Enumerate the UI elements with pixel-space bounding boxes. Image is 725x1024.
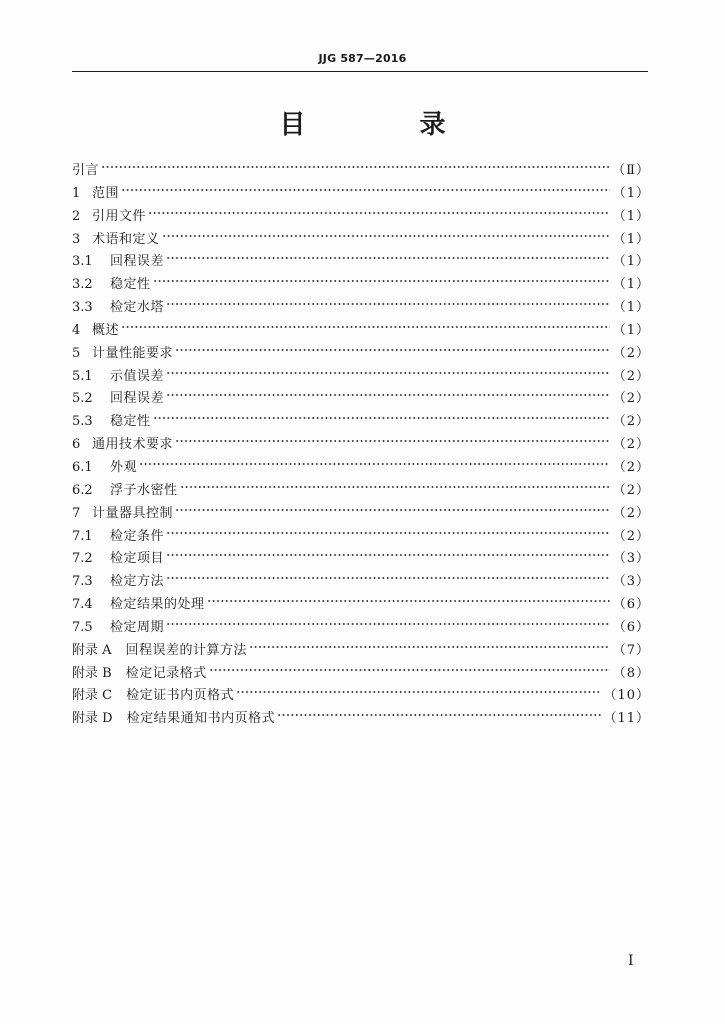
toc-leader-dots: [166, 255, 610, 261]
header-rule: [72, 71, 648, 72]
toc-entry: [72, 274, 650, 297]
toc-entry-title: 浮子水密性: [110, 482, 178, 498]
toc-leader-dots: [166, 392, 610, 398]
toc-entry-title: 检定项目: [110, 551, 165, 567]
standard-code-header: JJG 587—2016: [318, 52, 407, 65]
toc-entry-page: （6）: [612, 619, 650, 635]
toc-entry-title: 稳定性: [110, 277, 151, 293]
toc-leader-dots: [166, 301, 610, 307]
toc-entry-page: （3）: [612, 574, 650, 590]
toc-entry-number: 4: [72, 322, 81, 338]
toc-entry-title: 引用文件: [92, 208, 147, 224]
toc-leader-dots: [121, 187, 610, 193]
toc-entry: [72, 708, 650, 731]
toc-entry-title: 检定结果的处理: [110, 597, 205, 613]
page-title: 目 录: [279, 110, 490, 140]
toc-entry-number: 7.2: [72, 551, 93, 567]
toc-entry-number: 2: [72, 208, 81, 224]
toc-leader-dots: [277, 712, 601, 718]
toc-entry: [72, 480, 650, 503]
toc-entry-title: 示值误差: [110, 368, 165, 384]
toc-entry-title: 检定水塔: [110, 300, 165, 316]
toc-entry: [72, 366, 650, 389]
toc-entry-title: 检定方法: [110, 574, 165, 590]
toc-entry: [72, 617, 650, 640]
toc-entry: [72, 297, 650, 320]
toc-entry: [72, 183, 650, 206]
toc-entry: [72, 160, 650, 183]
toc-entry-page: （Ⅱ）: [612, 163, 650, 178]
toc-entry-page: （10）: [603, 688, 650, 704]
page-number: Ⅰ: [628, 953, 634, 969]
toc-entry-page: （2）: [612, 345, 650, 361]
toc-entry-title: 范围: [92, 185, 120, 201]
toc-entry-page: （2）: [612, 482, 650, 498]
toc-leader-dots: [153, 278, 610, 284]
toc-leader-dots: [175, 438, 610, 444]
toc-leader-dots: [162, 233, 610, 239]
toc-entry: [72, 503, 650, 526]
toc-entry: [72, 548, 650, 571]
toc-entry-number: 附录 D: [72, 711, 113, 727]
toc-entry-number: 5: [72, 345, 81, 361]
toc-entry-number: 7.5: [72, 619, 93, 635]
toc-entry: [72, 388, 650, 411]
toc-entry: [72, 663, 650, 686]
toc-entry-title: 计量器具控制: [92, 505, 174, 521]
toc-entry: [72, 594, 650, 617]
toc-entry: [72, 229, 650, 252]
toc-entry-title: 检定条件: [110, 528, 165, 544]
toc-entry-page: （1）: [612, 254, 650, 270]
toc-entry-title: 检定证书内页格式: [126, 688, 235, 704]
toc-entry-number: 5.1: [72, 368, 93, 384]
toc-entry-number: 3.1: [72, 254, 93, 270]
toc-entry-page: （2）: [612, 437, 650, 453]
toc-entry-page: （2）: [612, 528, 650, 544]
toc-entry-page: （11）: [603, 711, 650, 727]
toc-leader-dots: [207, 598, 610, 604]
toc-leader-dots: [236, 689, 601, 695]
toc-entry-page: （2）: [612, 505, 650, 521]
toc-entry-page: （3）: [612, 551, 650, 567]
toc-entry-title: 引言: [72, 163, 100, 178]
toc-entry-title: 稳定性: [110, 414, 151, 430]
toc-entry-title: 检定周期: [110, 619, 165, 635]
toc-entry: [72, 571, 650, 594]
toc-entry-number: 5.2: [72, 391, 93, 407]
toc-leader-dots: [175, 507, 610, 513]
toc-leader-dots: [166, 552, 610, 558]
toc-leader-dots: [101, 164, 610, 170]
toc-leader-dots: [180, 484, 610, 490]
toc-entry: [72, 434, 650, 457]
toc-entry-title: 回程误差: [110, 391, 165, 407]
toc-entry-number: 3.2: [72, 277, 93, 293]
toc-entry-page: （1）: [612, 208, 650, 224]
toc-entry-page: （1）: [612, 277, 650, 293]
toc-entry-title: 回程误差: [110, 254, 165, 270]
toc-leader-dots: [121, 324, 610, 330]
toc-entry-page: （2）: [612, 459, 650, 475]
toc-leader-dots: [175, 347, 610, 353]
toc-entry: [72, 457, 650, 480]
toc-entry-title: 检定结果通知书内页格式: [126, 711, 276, 727]
toc-entry-title: 术语和定义: [92, 231, 160, 247]
toc-entry-page: （1）: [612, 300, 650, 316]
toc-entry-number: 1: [72, 185, 81, 201]
toc-leader-dots: [166, 370, 610, 376]
toc-leader-dots: [139, 461, 610, 467]
toc-entry: [72, 206, 650, 229]
toc-entry-page: （1）: [612, 231, 650, 247]
table-of-contents: [72, 160, 650, 731]
toc-entry: [72, 251, 650, 274]
toc-entry-number: 3: [72, 231, 81, 247]
toc-entry-page: （6）: [612, 597, 650, 613]
toc-entry-number: 3.3: [72, 300, 93, 316]
toc-entry-title: 概述: [92, 322, 120, 338]
toc-entry-number: 7.4: [72, 597, 93, 613]
toc-entry: [72, 411, 650, 434]
toc-leader-dots: [148, 210, 610, 216]
toc-leader-dots: [153, 415, 610, 421]
toc-entry-number: 6.2: [72, 482, 93, 498]
toc-leader-dots: [166, 530, 610, 536]
toc-entry-number: 7: [72, 505, 81, 521]
toc-entry-page: （1）: [612, 185, 650, 201]
toc-leader-dots: [209, 667, 610, 673]
toc-entry-page: （2）: [612, 391, 650, 407]
toc-entry: [72, 320, 650, 343]
toc-entry-page: （2）: [612, 368, 650, 384]
toc-entry-title: 回程误差的计算方法: [125, 642, 248, 658]
toc-leader-dots: [166, 621, 610, 627]
toc-entry-title: 通用技术要求: [92, 437, 174, 453]
toc-leader-dots: [249, 644, 610, 650]
toc-entry-title: 外观: [110, 459, 138, 475]
toc-entry-number: 7.3: [72, 574, 93, 590]
toc-entry-title: 检定记录格式: [125, 665, 207, 681]
toc-leader-dots: [166, 575, 610, 581]
toc-entry-number: 5.3: [72, 414, 93, 430]
toc-entry-page: （1）: [612, 322, 650, 338]
toc-entry-page: （2）: [612, 414, 650, 430]
toc-entry-number: 6.1: [72, 459, 93, 475]
toc-entry-number: 6: [72, 437, 81, 453]
toc-entry-page: （7）: [612, 642, 650, 658]
toc-entry-number: 附录 A: [72, 642, 112, 658]
toc-entry-title: 计量性能要求: [92, 345, 174, 361]
toc-entry-number: 附录 B: [72, 665, 112, 681]
toc-entry: [72, 685, 650, 708]
toc-entry: [72, 640, 650, 663]
toc-entry: [72, 343, 650, 366]
toc-entry: [72, 526, 650, 549]
toc-entry-number: 7.1: [72, 528, 93, 544]
toc-entry-number: 附录 C: [72, 688, 113, 704]
toc-entry-page: （8）: [612, 665, 650, 681]
